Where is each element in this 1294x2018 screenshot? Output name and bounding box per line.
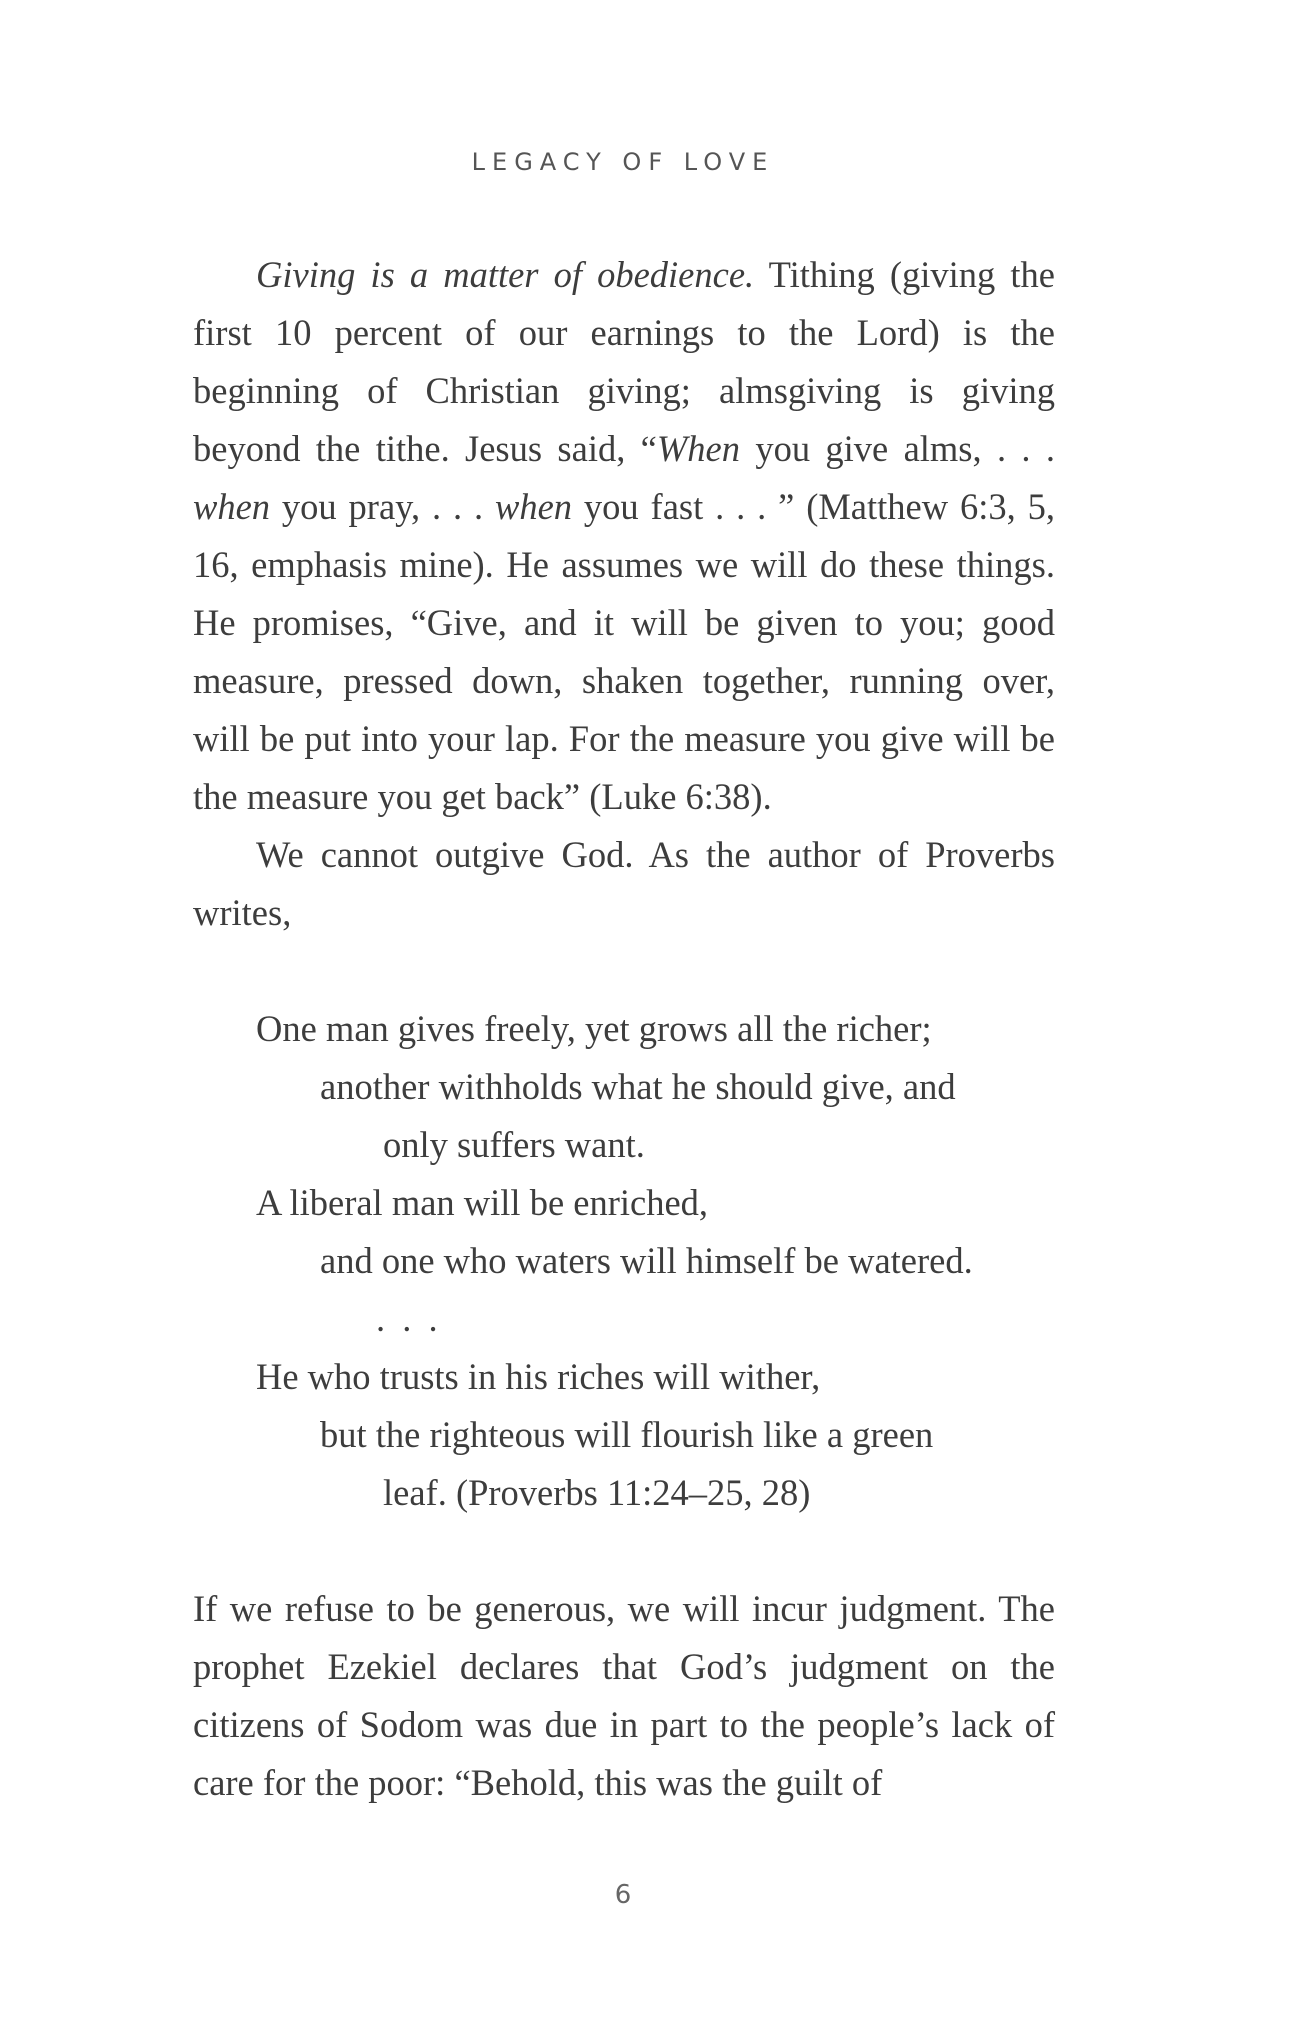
italic-emphasis: When	[656, 428, 740, 469]
paragraph-text: Tithing (giving the first 10 percent of our earnings to the Lord) is the beginning of Christian giving; almsgiving is giving beyond the tithe. Jesus said, “	[193, 254, 1055, 469]
paragraph-obedience	[193, 246, 1055, 826]
verse-line: and one who waters will himself be watered.	[320, 1240, 973, 1281]
paragraph-text: you fast . . . ” (Matthew 6:3, 5, 16, emphasis mine). He assumes we will do these things. He promises, “Give, and it will be given to you; good measure, pressed down, shaken together, running over, will be put into your lap. For the measure you give will be the measure you get back” (Luke 6:38).	[193, 486, 1055, 817]
italic-emphasis: when	[193, 486, 271, 527]
paragraph-judgment: If we refuse to be generous, we will incur judgment. The prophet Ezekiel declares that God’s judgment on the citizens of Sodom was due in part to the people’s lack of care for the poor: “Behold, this was the guilt of	[193, 1588, 1055, 1803]
paragraph-outgive: We cannot outgive God. As the author of Proverbs writes,	[193, 834, 1055, 933]
verse-line: One man gives freely, yet grows all the richer;	[256, 1008, 932, 1049]
verse-line: A liberal man will be enriched,	[256, 1182, 709, 1223]
verse-ellipsis: . . .	[376, 1298, 442, 1339]
paragraph-text: you pray, . . .	[270, 486, 496, 527]
paragraph-text: you give alms, . . .	[739, 428, 1055, 469]
italic-emphasis: when	[495, 486, 573, 527]
scripture-quote	[193, 1000, 1055, 1522]
running-head: LEGACY OF LOVE	[471, 148, 775, 176]
verse-line: another withholds what he should give, and	[320, 1066, 956, 1107]
verse-line: only suffers want.	[383, 1124, 645, 1165]
italic-lead-phrase: Giving is a matter of obedience.	[256, 254, 755, 295]
verse-line: leaf. (Proverbs 11:24–25, 28)	[383, 1472, 811, 1513]
verse-line: but the righteous will flourish like a green	[320, 1414, 934, 1455]
verse-line: He who trusts in his riches will wither,	[256, 1356, 821, 1397]
page-number: 6	[614, 1880, 632, 1910]
body-text	[193, 246, 1055, 1812]
